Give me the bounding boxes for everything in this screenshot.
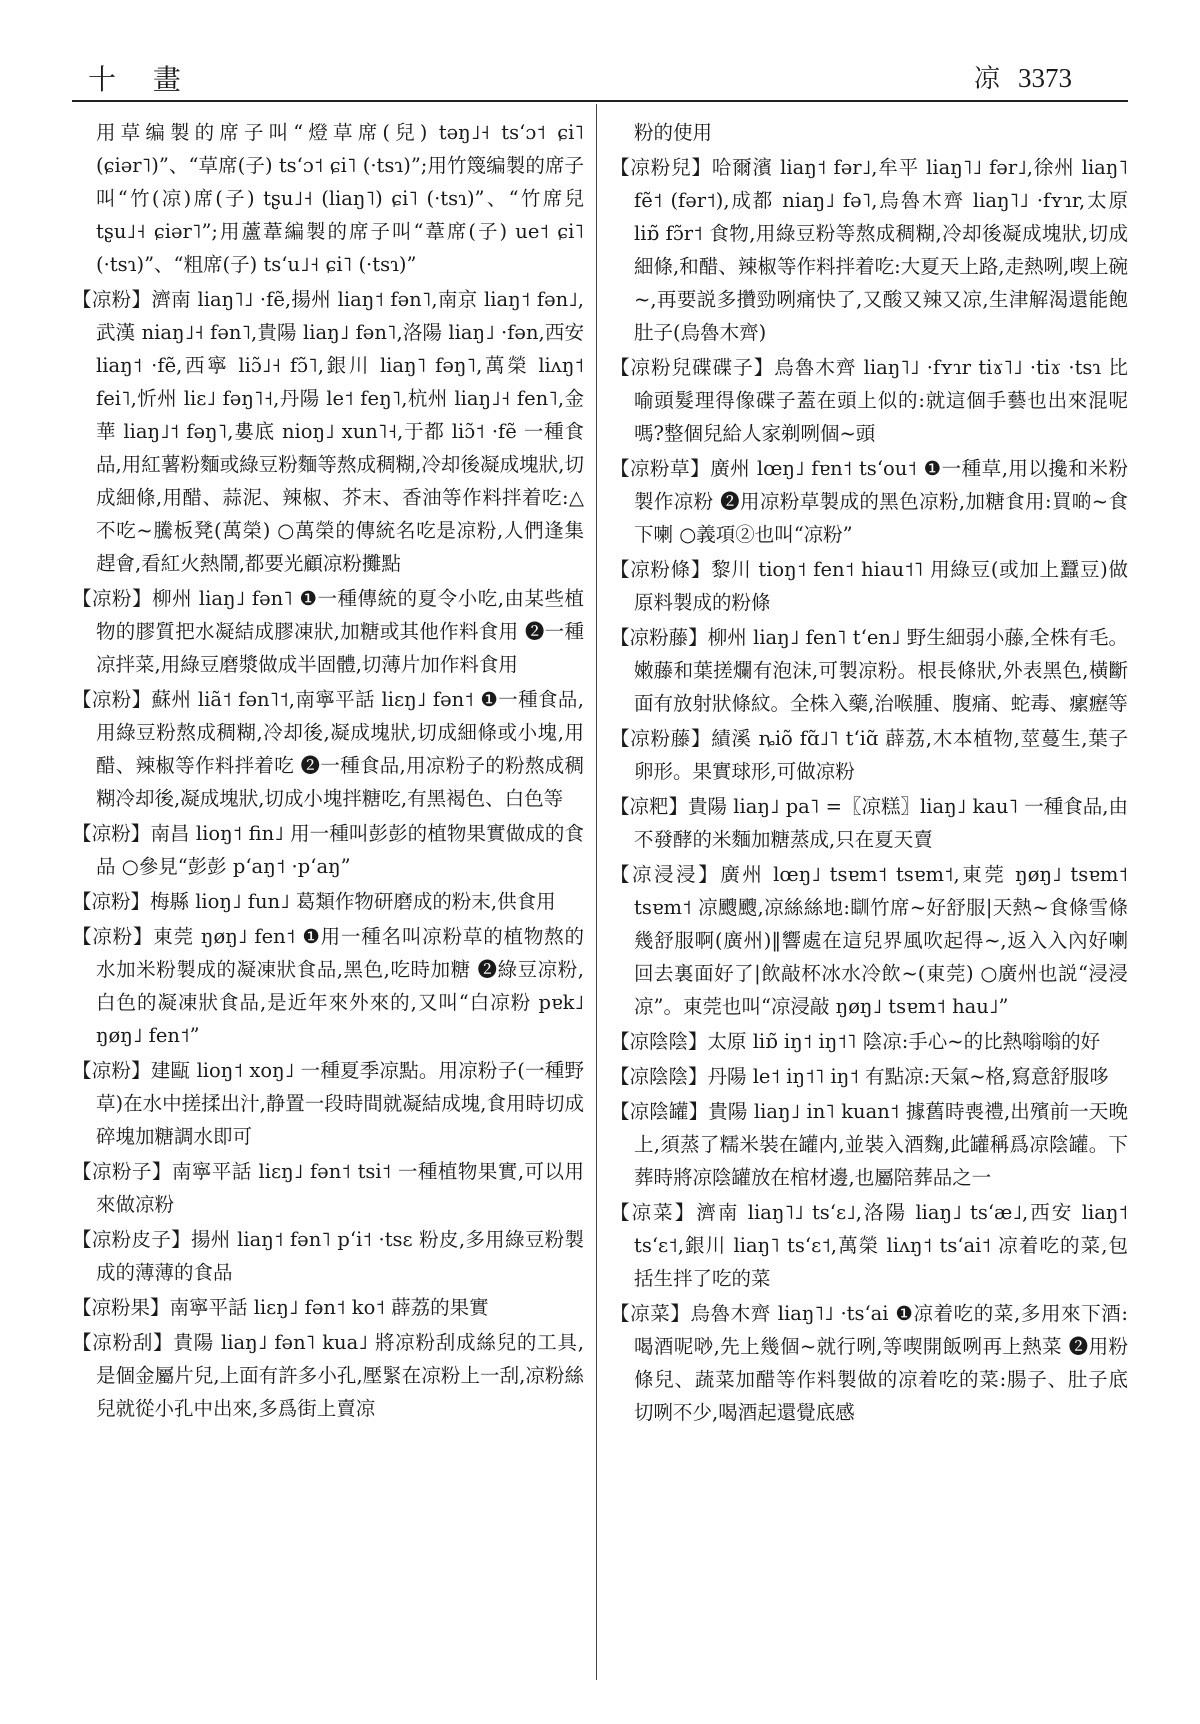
dictionary-entry: 【凉粉】柳州 liaŋ˩ fən˥ ❶一種傳統的夏令小吃,由某些植物的膠質把水凝結成膠凍狀,加糖或其他作料食用 ❷一種凉拌菜,用綠豆磨漿做成半固體,切薄片加作料食用 <box>72 587 584 676</box>
dictionary-entry: 【凉浸浸】廣州 lœŋ˩ tsɐm˦ tsɐm˦,東莞 ŋøŋ˩ tsɐm˦ tsɐm˦ 凉颼颼,凉絲絲地:瞓竹席~好舒服|天熱~食條雪條幾舒服啊(廣州)‖響處在這兒界風吹起得~,返入入內好喇回去裏面好了|飲敲杯冰水冷飲~(東莞) ○廣州也説“浸浸凉”。東莞也叫“凉浸敲 ŋøŋ˩ tsɐm˦ hau˩” <box>610 863 1128 1018</box>
dictionary-entry: 【凉粉藤】績溪 ȵiõ fɑ̃˩˥ tʻiɑ̃ 薜荔,木本植物,莖蔓生,葉子卵形。果實球形,可做凉粉 <box>610 727 1128 783</box>
dictionary-entry: 【凉粉】梅縣 lioŋ˩ fun˩ 葛類作物研磨成的粉末,供食用 <box>72 890 556 913</box>
headword-label: 凉 <box>973 64 1000 94</box>
dictionary-entry: 【凉陰罐】貴陽 liaŋ˩ in˥ kuan˦ 據舊時喪禮,出殯前一天晚上,須蒸了糯米裝在罐内,並裝入酒麴,此罐稱爲凉陰罐。下葬時將凉陰罐放在棺材邊,也屬陪葬品之一 <box>610 1100 1128 1189</box>
dictionary-entry: 【凉粉】南昌 lioŋ˦ fin˩ 用一種叫彭彭的植物果實做成的食品 ○參見“彭彭 pʻaŋ˦ ·pʻaŋ” <box>72 822 584 878</box>
dictionary-entry: 【凉粉】東莞 ŋøŋ˩ fen˦ ❶用一種名叫凉粉草的植物熬的水加米粉製成的凝凍狀食品,黑色,吃時加糖 ❷綠豆凉粉,白色的凝凍狀食品,是近年來外來的,又叫“白凉粉 pɐk˩ ŋøŋ˩ fen˦” <box>72 925 584 1047</box>
page-number: 3373 <box>1018 63 1072 93</box>
dictionary-entry: 【凉粉條】黎川 tioŋ˦ fen˦ hiau˦˥ 用綠豆(或加上蠶豆)做原料製成的粉條 <box>610 558 1128 614</box>
dictionary-entry: 【凉粉刮】貴陽 liaŋ˩ fən˥ kua˩ 將凉粉刮成絲兒的工具,是個金屬片兒,上面有許多小孔,壓緊在凉粉上一刮,凉粉絲兒就從小孔中出來,多爲街上賣凉 <box>72 1331 584 1420</box>
dictionary-entry: 【凉粉果】南寧平話 liɛŋ˩ fən˦ ko˦ 薜荔的果實 <box>72 1296 489 1319</box>
dictionary-entry: 【凉陰陰】太原 liɒ̃ iŋ˦ iŋ˦˥ 陰凉:手心~的比熱嗡嗡的好 <box>610 1030 1101 1053</box>
column-divider <box>596 104 597 1680</box>
dictionary-entry: 【凉粉兒】哈爾濱 liaŋ˦ fər˩,牟平 liaŋ˥˩ fər˩,徐州 liaŋ˥ fẽ˦ (fər˦),成都 niaŋ˩ fə˥,烏魯木齊 liaŋ˥˩ ·fʏɿr,太原 liɒ̃ fɔ̃r˦ 食物,用綠豆粉等熬成稠糊,冷却後凝成塊狀,切成細條,和醋、辣椒等作料拌着吃:大夏天上路,走熱咧,喫上碗~,再要説多攢勁咧痛快了,又酸又辣又凉,生津解渴還能飽肚子(烏魯木齊) <box>610 156 1128 344</box>
dictionary-entry: 【凉粑】貴陽 liaŋ˩ pa˥ =〖凉糕〗liaŋ˩ kau˥ 一種食品,由不發酵的米麵加糖蒸成,只在夏天賣 <box>610 795 1128 851</box>
dictionary-entry: 【凉陰陰】丹陽 le˦ iŋ˦˥ iŋ˦ 有點凉:天氣~格,寫意舒服哆 <box>610 1065 1109 1088</box>
left-column <box>72 116 584 1684</box>
dictionary-entry: 【凉粉】濟南 liaŋ˥˩ ·fẽ,揚州 liaŋ˦ fən˥,南京 liaŋ˦ fən˩,武漢 niaŋ˩˧ fən˥,貴陽 liaŋ˩ fən˥,洛陽 liaŋ˩ ·fən,西安 liaŋ˦ ·fẽ,西寧 liɔ̃˩˧ fɔ̃˥,銀川 liaŋ˥ fəŋ˥,萬榮 liʌŋ˦ fei˥,忻州 liɛ˩ fəŋ˥˧,丹陽 le˦ feŋ˥,杭州 liaŋ˩˧ fen˥,金華 liaŋ˩˦ fəŋ˥,婁底 nioŋ˩ xun˥˧,于都 liɔ̃˦ ·fẽ 一種食品,用紅薯粉麵或綠豆粉麵等熬成稠糊,冷却後凝成塊狀,切成細條,用醋、蒜泥、辣椒、芥末、香油等作料拌着吃:△不吃~騰板凳(萬榮) ○萬榮的傳統名吃是凉粉,人們逢集趕會,看紅火熱鬧,都要光顧凉粉攤點 <box>72 288 584 575</box>
dictionary-entry: 【凉粉兒碟碟子】烏魯木齊 liaŋ˥˩ ·fʏɿr tiɤ˥˩ ·tiɤ ·tsɿ 比喻頭髮理得像碟子蓋在頭上似的:就這個手藝也出來混呢嗎?整個兒給人家剃咧個~頭 <box>610 356 1128 445</box>
dictionary-entry: 【凉粉】建甌 lioŋ˦ xoŋ˩ 一種夏季凉點。用凉粉子(一種野草)在水中搓揉出汁,静置一段時間就凝結成塊,食用時切成碎塊加糖調水即可 <box>72 1059 584 1148</box>
dictionary-entry: 【凉粉皮子】揚州 liaŋ˦ fən˥ pʻi˦ ·tsɛ 粉皮,多用綠豆粉製成的薄薄的食品 <box>72 1228 584 1284</box>
dictionary-entry: 【凉粉草】廣州 lœŋ˩ fɐn˦ tsʻou˦ ❶一種草,用以攙和米粉製作凉粉 ❷用凉粉草製成的黑色凉粉,加糖食用:買啲~食下喇 ○義項②也叫“凉粉” <box>610 457 1128 546</box>
dictionary-entry: 【凉粉藤】柳州 liaŋ˩ fen˥ tʻen˩ 野生細弱小藤,全株有毛。嫩藤和葉搓爛有泡沫,可製凉粉。根長條狀,外表黑色,橫斷面有放射狀條紋。全株入藥,治喉腫、腹痛、蛇毒、瘰癧等 <box>610 626 1128 715</box>
page-header <box>72 48 1128 100</box>
dictionary-entry: 粉的使用 <box>634 121 713 144</box>
dictionary-entry: 【凉粉】蘇州 liã˦ fən˥˦,南寧平話 liɛŋ˩ fən˦ ❶一種食品,用綠豆粉熬成稠糊,冷却後,凝成塊狀,切成細條或小塊,用醋、辣椒等作料拌着吃 ❷一種食品,用凉粉子的粉熬成稠糊冷却後,凝成塊狀,切成小塊拌糖吃,有黑褐色、白色等 <box>72 688 584 810</box>
right-column <box>610 116 1128 1684</box>
dictionary-entry: 【凉菜】烏魯木齊 liaŋ˥˩ ·tsʻai ❶凉着吃的菜,多用來下酒:喝酒呢唦,先上幾個~就行咧,等喫開飯咧再上熱菜 ❷用粉條兒、蔬菜加醋等作料製做的凉着吃的菜:腸子、肚子底切咧不少,喝酒起還覺底感 <box>610 1302 1128 1424</box>
section-label: 十 畫 <box>88 63 195 96</box>
header-rule <box>72 100 1128 102</box>
dictionary-entry: 【凉粉子】南寧平話 liɛŋ˩ fən˦ tsi˦ 一種植物果實,可以用來做凉粉 <box>72 1160 584 1216</box>
running-head <box>974 58 1072 95</box>
dictionary-entry: 【凉菜】濟南 liaŋ˥˩ tsʻɛ˩,洛陽 liaŋ˩ tsʻæ˩,西安 liaŋ˦ tsʻɛ˦,銀川 liaŋ˥ tsʻɛ˦,萬榮 liʌŋ˦ tsʻai˦ 凉着吃的菜,包括生拌了吃的菜 <box>610 1201 1128 1290</box>
dictionary-entry: 用草编製的席子叫“燈草席(兒) təŋ˩˧ tsʻɔ˦ ɕi˥ (ɕiər˥)”、“草席(子) tsʻɔ˦ ɕi˥ (·tsɿ)”;用竹篾编製的席子叫“竹(凉)席(子) tʂu˩˧ (liaŋ˥) ɕi˥ (·tsɿ)”、“竹席兒 tʂu˩˧ ɕiər˥”;用蘆葦編製的席子叫“葦席(子) ue˦ ɕi˥ (·tsɿ)”、“粗席(子) tsʻu˩˧ ɕi˥ (·tsɿ)” <box>96 121 584 276</box>
